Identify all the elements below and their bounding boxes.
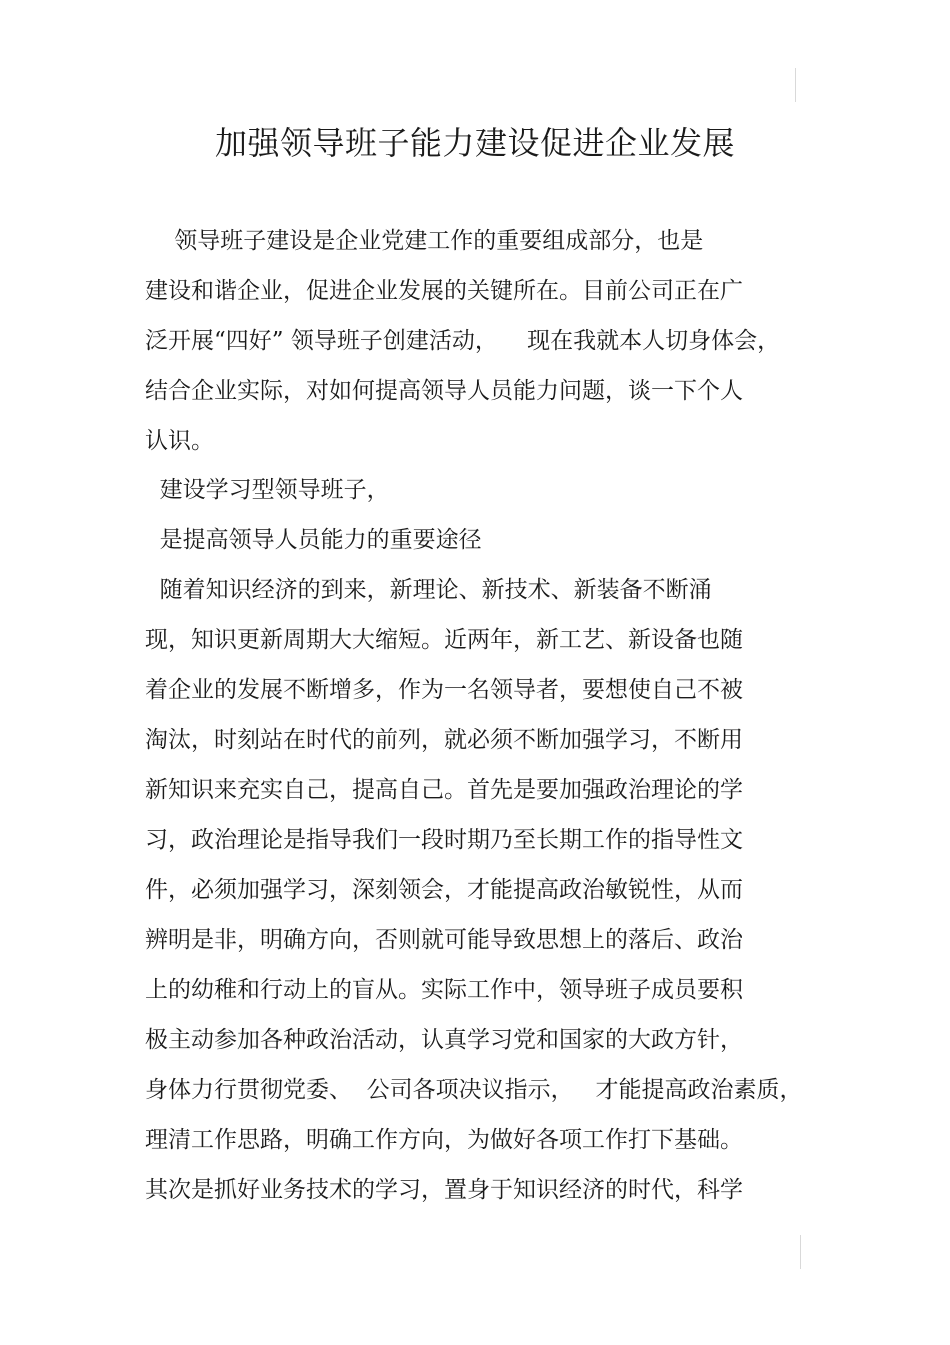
body-line: 新知识来充实自己，提高自己。首先是要加强政治理论的学 <box>145 777 743 803</box>
body-line: 现，知识更新周期大大缩短。近两年，新工艺、新设备也随 <box>145 627 743 653</box>
body-line: 辨明是非，明确方向，否则就可能导致思想上的落后、政治 <box>145 927 743 953</box>
body-line: 随着知识经济的到来，新理论、新技术、新装备不断涌 <box>145 577 712 603</box>
body-line: 上的幼稚和行动上的盲从。实际工作中，领导班子成员要积 <box>145 977 743 1003</box>
crop-mark-bottom <box>800 1235 801 1269</box>
body-line: 泛开展“四好” 领导班子创建活动， 现在我就本人切身体会， <box>145 328 781 354</box>
body-line: 理清工作思路，明确工作方向，为做好各项工作打下基础。 <box>145 1127 743 1153</box>
body-line: 件，必须加强学习，深刻领会，才能提高政治敏锐性，从而 <box>145 877 743 903</box>
body-line: 习，政治理论是指导我们一段时期乃至长期工作的指导性文 <box>145 827 743 853</box>
body-line: 淘汰，时刻站在时代的前列，就必须不断加强学习，不断用 <box>145 727 743 753</box>
body-line: 身体力行贯彻党委、 公司各项决议指示， 才能提高政治素质， <box>145 1077 803 1103</box>
section-heading-line: 是提高领导人员能力的重要途径 <box>145 527 482 553</box>
body-line: 建设和谐企业，促进企业发展的关键所在。目前公司正在广 <box>145 278 743 304</box>
body-line: 领导班子建设是企业党建工作的重要组成部分，也是 <box>145 228 704 254</box>
body-line: 结合企业实际，对如何提高领导人员能力问题，谈一下个人 <box>145 378 743 404</box>
crop-mark-top <box>795 68 796 102</box>
body-line: 认识。 <box>145 428 214 454</box>
body-line: 其次是抓好业务技术的学习，置身于知识经济的时代，科学 <box>145 1177 743 1203</box>
document-title: 加强领导班子能力建设促进企业发展 <box>214 124 735 162</box>
body-line: 极主动参加各种政治活动，认真学习党和国家的大政方针， <box>145 1027 743 1053</box>
body-line: 着企业的发展不断增多，作为一名领导者，要想使自己不被 <box>145 677 743 703</box>
section-heading-line: 建设学习型领导班子， <box>145 477 390 503</box>
